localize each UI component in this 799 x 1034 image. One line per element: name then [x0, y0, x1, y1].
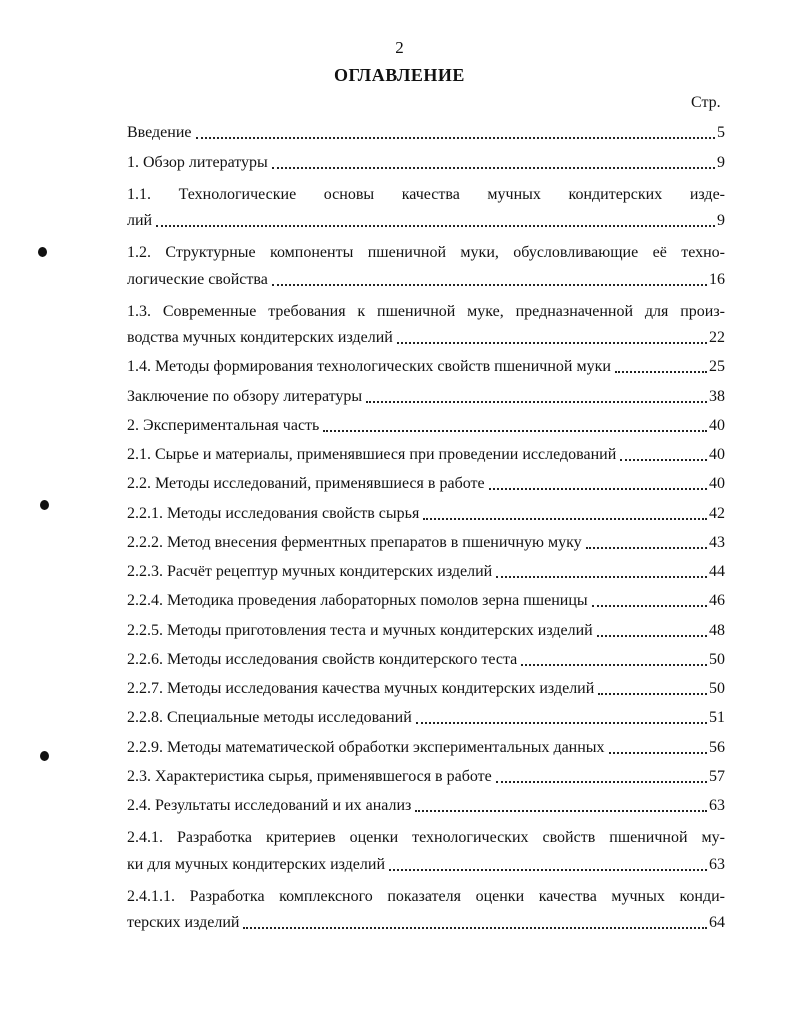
- toc-entry-page: 40: [709, 416, 725, 434]
- toc-entry-text: 1.4. Методы формирования технологических свойств пшеничной муки: [127, 358, 611, 376]
- toc-entry-leader-line: [127, 534, 725, 552]
- toc-entry-leader-line: [127, 212, 725, 230]
- toc-entry-page: 16: [709, 270, 725, 288]
- toc-entry-text: 2.2.1. Методы исследования свойств сырья: [127, 504, 420, 522]
- toc-entry-leader-line: [127, 505, 725, 523]
- dot-leader: [496, 576, 707, 578]
- toc-entry-page: 9: [717, 153, 725, 171]
- toc-entry-leader-line: [127, 475, 725, 493]
- dot-leader: [416, 722, 707, 724]
- toc-entry-leader-line: [127, 856, 725, 874]
- toc-entry-page: 63: [709, 855, 725, 873]
- toc-entry: [127, 589, 725, 618]
- dot-leader: [586, 547, 707, 549]
- toc-entry-page: 57: [709, 767, 725, 785]
- toc-entry-page: 43: [709, 533, 725, 551]
- toc-entry-leader-line: [127, 651, 725, 669]
- toc-entry-leader-line: [127, 622, 725, 640]
- toc-entry-text-line1: 2.4.1. Разработка критериев оценки технологических свойств пшеничной му-: [127, 829, 725, 846]
- toc-entry-page: 40: [709, 446, 725, 463]
- toc-entry-text: 2.4. Результаты исследований и их анализ: [127, 797, 412, 814]
- toc-entry-text: 2.2.4. Методика проведения лабораторных помолов зерна пшеницы: [127, 592, 588, 610]
- toc-entry-text: 2.3. Характеристика сырья, применявшегося в работе: [127, 767, 492, 785]
- toc-entry-page: 63: [709, 797, 725, 814]
- toc-entry: [127, 706, 725, 735]
- toc-entry: [127, 180, 725, 239]
- toc-entry-page: 5: [717, 124, 725, 142]
- toc-entry-leader-line: [127, 329, 725, 347]
- toc-entry: [127, 823, 725, 882]
- toc-entry-text-line1: 1.1. Технологические основы качества мучных кондитерских изде-: [127, 185, 725, 203]
- punch-hole-mark: [38, 247, 47, 257]
- toc-entry: [127, 735, 725, 764]
- toc-entry-leader-line: [127, 739, 725, 757]
- toc-entry: [127, 531, 725, 560]
- toc-entry-text: 2.2.8. Специальные методы исследований: [127, 709, 412, 727]
- toc-entry-text: лий: [127, 212, 153, 229]
- toc-entry-page: 50: [709, 650, 725, 668]
- dot-leader: [423, 518, 707, 520]
- dot-leader: [620, 459, 707, 461]
- dot-leader: [272, 284, 707, 286]
- page-column-label: Стр.: [691, 94, 721, 111]
- toc-entry-leader-line: [127, 388, 725, 406]
- toc-entry-leader-line: [127, 680, 725, 698]
- toc-entry: [127, 238, 725, 297]
- table-of-contents: [127, 121, 725, 940]
- toc-entry: [127, 765, 725, 794]
- toc-entry-text: водства мучных кондитерских изделий: [127, 329, 393, 346]
- toc-entry-text-line1: 2.4.1.1. Разработка комплексного показателя оценки качества мучных конди-: [127, 887, 725, 905]
- toc-entry-page: 50: [709, 680, 725, 697]
- toc-entry-leader-line: [127, 154, 725, 172]
- toc-entry: [127, 882, 725, 941]
- toc-entry-text: 2.2.9. Методы математической обработки экспериментальных данных: [127, 738, 605, 756]
- toc-entry-text: ки для мучных кондитерских изделий: [127, 855, 386, 873]
- page-number: 2: [395, 38, 404, 57]
- toc-entry-page: 48: [709, 621, 725, 639]
- dot-leader: [592, 605, 707, 607]
- toc-entry-text-line1: 1.3. Современные требования к пшеничной муке, предназначенной для произ-: [127, 302, 725, 320]
- toc-title: ОГЛАВЛЕНИЕ: [334, 65, 465, 85]
- toc-entry: [127, 297, 725, 356]
- toc-entry-leader-line: [127, 271, 725, 289]
- toc-entry-text: 2.1. Сырье и материалы, применявшиеся при проведении исследований: [127, 446, 617, 463]
- dot-leader: [243, 927, 707, 929]
- toc-entry-page: 38: [709, 387, 725, 405]
- toc-entry-leader-line: [127, 914, 725, 932]
- toc-entry: [127, 355, 725, 384]
- toc-entry-text: 2.2.7. Методы исследования качества мучных кондитерских изделий: [127, 680, 595, 697]
- toc-entry-text: Введение: [127, 124, 192, 142]
- toc-entry-text: 2.2. Методы исследований, применявшиеся в работе: [127, 475, 485, 493]
- toc-entry-leader-line: [127, 797, 725, 815]
- toc-entry-page: 9: [717, 212, 725, 229]
- dot-leader: [196, 137, 716, 139]
- toc-entry-text: логические свойства: [127, 270, 268, 288]
- toc-entry-leader-line: [127, 709, 725, 727]
- toc-entry: [127, 443, 725, 472]
- toc-entry-leader-line: [127, 124, 725, 142]
- dot-leader: [521, 664, 707, 666]
- toc-entry-leader-line: [127, 768, 725, 786]
- dot-leader: [415, 810, 707, 812]
- toc-entry-text-line1: 1.2. Структурные компоненты пшеничной муки, обусловливающие её техно-: [127, 244, 725, 261]
- toc-entry-page: 46: [709, 592, 725, 610]
- dot-leader: [489, 488, 707, 490]
- dot-leader: [389, 869, 707, 871]
- toc-entry-text: 1. Обзор литературы: [127, 153, 268, 171]
- dot-leader: [397, 342, 707, 344]
- toc-entry: [127, 794, 725, 823]
- toc-entry-page: 64: [709, 914, 725, 931]
- dot-leader: [366, 401, 707, 403]
- toc-entry-leader-line: [127, 563, 725, 581]
- toc-entry: [127, 121, 725, 150]
- dot-leader: [598, 693, 707, 695]
- toc-entry: [127, 150, 725, 179]
- toc-entry-page: 42: [709, 504, 725, 522]
- toc-entry: [127, 384, 725, 413]
- toc-entry-leader-line: [127, 446, 725, 464]
- toc-entry-page: 56: [709, 738, 725, 756]
- dot-leader: [597, 635, 707, 637]
- toc-entry-text: 2.2.2. Метод внесения ферментных препаратов в пшеничную муку: [127, 533, 582, 551]
- punch-hole-mark: [40, 751, 49, 761]
- toc-entry: [127, 472, 725, 501]
- toc-entry-leader-line: [127, 417, 725, 435]
- toc-entry-page: 22: [709, 329, 725, 346]
- toc-entry-page: 40: [709, 475, 725, 493]
- dot-leader: [156, 225, 715, 227]
- toc-entry-text: терских изделий: [127, 914, 240, 931]
- toc-entry: [127, 648, 725, 677]
- toc-entry-text: 2.2.6. Методы исследования свойств кондитерского теста: [127, 650, 518, 668]
- toc-entry-page: 51: [709, 709, 725, 727]
- dot-leader: [323, 430, 707, 432]
- toc-entry-page: 25: [709, 358, 725, 376]
- toc-entry-text: 2.2.5. Методы приготовления теста и мучных кондитерских изделий: [127, 621, 593, 639]
- toc-entry: [127, 414, 725, 443]
- toc-entry-text: Заключение по обзору литературы: [127, 387, 363, 405]
- dot-leader: [496, 781, 707, 783]
- dot-leader: [615, 371, 707, 373]
- toc-entry: [127, 560, 725, 589]
- dot-leader: [272, 167, 715, 169]
- toc-entry-leader-line: [127, 592, 725, 610]
- toc-entry: [127, 501, 725, 530]
- toc-entry: [127, 677, 725, 706]
- toc-entry-leader-line: [127, 358, 725, 376]
- dot-leader: [609, 752, 707, 754]
- punch-hole-mark: [40, 500, 49, 510]
- toc-entry-text: 2. Экспериментальная часть: [127, 416, 320, 434]
- toc-entry-page: 44: [709, 563, 725, 580]
- toc-entry: [127, 618, 725, 647]
- toc-entry-text: 2.2.3. Расчёт рецептур мучных кондитерских изделий: [127, 563, 493, 580]
